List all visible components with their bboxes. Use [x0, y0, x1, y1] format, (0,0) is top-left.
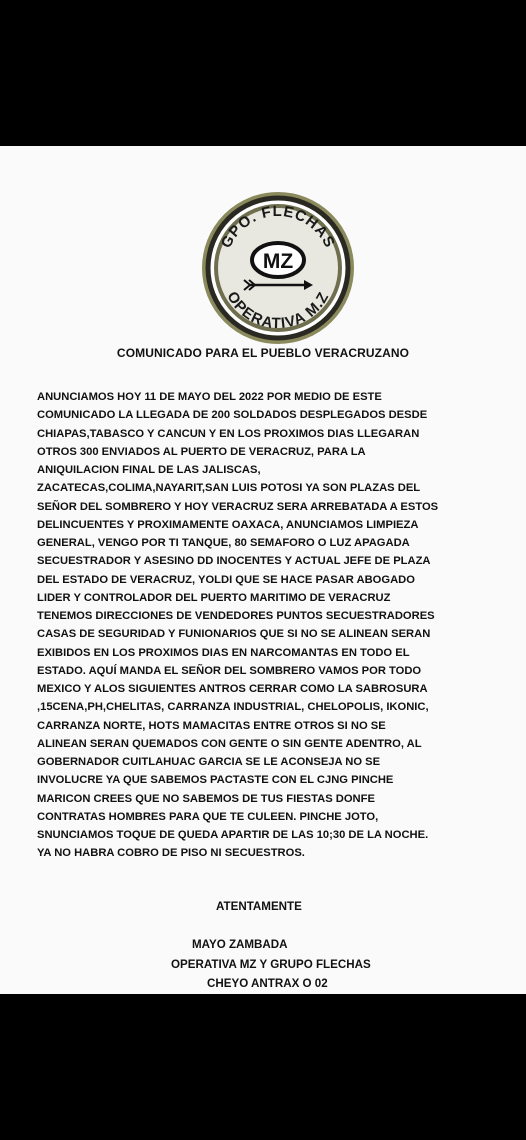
- closing-text: ATENTAMENTE: [216, 900, 302, 913]
- document-body: ANUNCIAMOS HOY 11 DE MAYO DEL 2022 POR MEDIO DE ESTE COMUNICADO LA LLEGADA DE 200 SOLDADOS DESPLEGADOS DESDE CHIAPAS,TABASCO Y CANCUN Y EN LOS PROXIMOS DIAS LLEGARAN OTROS 300 ENVIADOS AL PUERTO DE VERACRUZ, PARA LA ANIQUILACION FINAL DE LAS JALISCAS, ZACATECAS,COLIMA,NAYARIT,SAN LUIS POTOSI YA SON PLAZAS DEL SEÑOR DEL SOMBRERO Y HOY VERACRUZ SERA ARREBATADA A ESTOS DELINCUENTES Y PROXIMAMENTE OAXACA, ANUNCIAMOS LIMPIEZA GENERAL, VENGO POR TI TANQUE, 80 SEMAFORO O LUZ APAGADA SECUESTRADOR Y ASESINO DD INOCENTES Y ACTUAL JEFE DE PLAZA DEL ESTADO DE VERACRUZ, YOLDI QUE SE HACE PASAR ABOGADO LIDER Y CONTROLADOR DEL PUERTO MARITIMO DE VERACRUZ TENEMOS DIRECCIONES DE VENDEDORES PUNTOS SECUESTRADORES CASAS DE SEGURIDAD Y FUNIONARIOS QUE SI NO SE ALINEAN SERAN EXIBIDOS EN LOS PROXIMOS DIAS EN NARCOMANTAS EN TODO EL ESTADO. AQUÍ MANDA EL SEÑOR DEL SOMBRERO VAMOS POR TODO MEXICO Y ALOS SIGUIENTES ANTROS CERRAR COMO LA SABROSURA ,15CENA,PH,CHELITAS, CARRANZA INDUSTRIAL, CHELOPOLIS, IKONIC, CARRANZA NORTE, HOTS MAMACITAS ENTRE OTROS SI NO SE ALINEAN SERAN QUEMADOS CON GENTE O SIN GENTE ADENTRO, AL GOBERNADOR CUITLAHUAC GARCIA SE LE ACONSEJA NO SE INVOLUCRE YA QUE SABEMOS PACTASTE CON EL CJNG PINCHE MARICON CREES QUE NO SABEMOS DE TUS FIESTAS DONFE CONTRATAS HOMBRES PARA QUE TE CULEEN. PINCHE JOTO, SNUNCIAMOS TOQUE DE QUEDA APARTIR DE LAS 10;30 DE LA NOCHE. YA NO HABRA COBRO DE PISO NI SECUESTROS.: [37, 391, 439, 860]
- communique-document: [0, 146, 526, 994]
- signature-line-3: CHEYO ANTRAX O 02: [207, 977, 328, 990]
- seal-top-text: GPO. FLECHAS: [217, 202, 339, 251]
- signature-line-1: MAYO ZAMBADA: [192, 938, 288, 951]
- signature-line-2: OPERATIVA MZ Y GRUPO FLECHAS: [171, 958, 371, 971]
- seal-center-text: MZ: [262, 250, 294, 273]
- document-title: COMUNICADO PARA EL PUEBLO VERACRUZANO: [116, 346, 410, 360]
- seal-bottom-text: OPERATIVA M.Z: [223, 288, 333, 333]
- seal-emblem: [200, 190, 356, 346]
